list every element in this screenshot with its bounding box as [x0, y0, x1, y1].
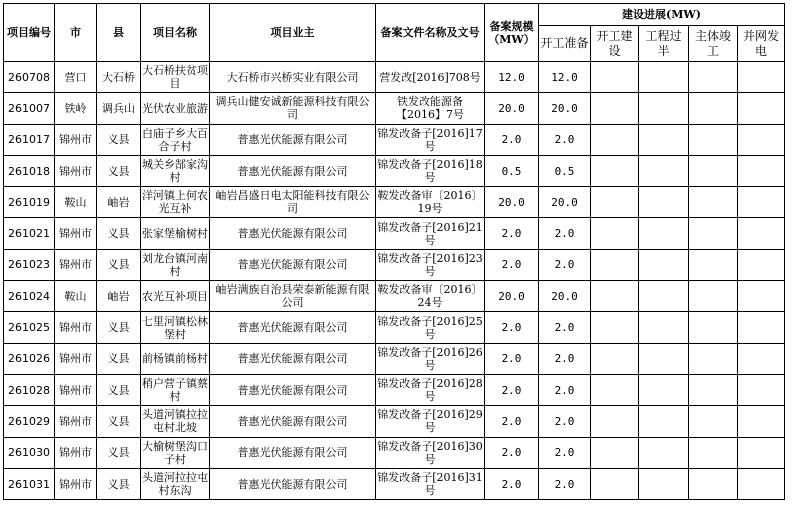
cell-progress-complete: [689, 374, 738, 405]
cell-project-name: 农光互补项目: [141, 281, 210, 312]
cell-capacity: 2.0: [485, 343, 539, 374]
cell-owner: 普惠光伏能源有限公司: [210, 249, 376, 280]
cell-progress-prep: 2.0: [539, 374, 591, 405]
cell-progress-grid: [738, 406, 785, 437]
cell-capacity: 2.0: [485, 406, 539, 437]
cell-progress-half: [639, 312, 689, 343]
cell-county: 义县: [97, 312, 141, 343]
cell-city: 鞍山: [55, 187, 97, 218]
cell-progress-half: [639, 155, 689, 186]
header-project-no: 项目编号: [4, 4, 55, 62]
cell-owner: 岫岩满族自治县荣泰新能源有限公司: [210, 281, 376, 312]
cell-city: 锦州市: [55, 249, 97, 280]
cell-progress-prep: 2.0: [539, 249, 591, 280]
cell-progress-complete: [689, 468, 738, 499]
cell-county: 岫岩: [97, 187, 141, 218]
cell-capacity: 2.0: [485, 437, 539, 468]
cell-progress-complete: [689, 281, 738, 312]
cell-progress-start: [591, 218, 639, 249]
cell-owner: 普惠光伏能源有限公司: [210, 374, 376, 405]
cell-progress-half: [639, 93, 689, 124]
cell-project-no: 261021: [4, 218, 55, 249]
cell-owner: 大石桥市兴桥实业有限公司: [210, 62, 376, 93]
cell-progress-prep: 0.5: [539, 155, 591, 186]
cell-progress-prep: 20.0: [539, 93, 591, 124]
cell-progress-start: [591, 93, 639, 124]
cell-county: 义县: [97, 374, 141, 405]
cell-project-name: 大榆树堡沟口子村: [141, 437, 210, 468]
cell-capacity: 2.0: [485, 312, 539, 343]
header-city: 市: [55, 4, 97, 62]
cell-filing-doc: 铁发改能源备【2016】7号: [376, 93, 485, 124]
cell-filing-doc: 锦发改备子[2016]26号: [376, 343, 485, 374]
cell-owner: 调兵山健安诚新能源科技有限公司: [210, 93, 376, 124]
cell-owner: 普惠光伏能源有限公司: [210, 218, 376, 249]
cell-progress-start: [591, 437, 639, 468]
cell-county: 义县: [97, 218, 141, 249]
table-row: [4, 437, 785, 468]
cell-capacity: 2.0: [485, 374, 539, 405]
cell-filing-doc: 锦发改备子[2016]31号: [376, 468, 485, 499]
cell-county: 义县: [97, 249, 141, 280]
cell-progress-grid: [738, 155, 785, 186]
cell-filing-doc: 鞍发改备审〔2016〕24号: [376, 281, 485, 312]
cell-progress-complete: [689, 187, 738, 218]
table-row: [4, 124, 785, 155]
cell-progress-grid: [738, 468, 785, 499]
cell-filing-doc: 锦发改备子[2016]25号: [376, 312, 485, 343]
cell-progress-half: [639, 124, 689, 155]
table-row: [4, 218, 785, 249]
cell-city: 营口: [55, 62, 97, 93]
header-county: 县: [97, 4, 141, 62]
cell-city: 锦州市: [55, 374, 97, 405]
cell-progress-half: [639, 437, 689, 468]
cell-county: 义县: [97, 406, 141, 437]
table-row: [4, 468, 785, 499]
cell-progress-grid: [738, 374, 785, 405]
header-filing-doc: 备案文件名称及文号: [376, 4, 485, 62]
cell-project-name: 刘龙台镇河南村: [141, 249, 210, 280]
cell-owner: 岫岩昌盛日电太阳能科技有限公司: [210, 187, 376, 218]
cell-city: 锦州市: [55, 218, 97, 249]
cell-project-no: 261026: [4, 343, 55, 374]
header-capacity: 备案规模（MW）: [485, 4, 539, 62]
table-row: [4, 343, 785, 374]
cell-progress-start: [591, 62, 639, 93]
cell-progress-half: [639, 187, 689, 218]
cell-progress-start: [591, 343, 639, 374]
cell-progress-half: [639, 62, 689, 93]
cell-project-no: 261018: [4, 155, 55, 186]
cell-progress-complete: [689, 343, 738, 374]
cell-progress-complete: [689, 124, 738, 155]
cell-capacity: 2.0: [485, 124, 539, 155]
cell-progress-grid: [738, 62, 785, 93]
cell-progress-complete: [689, 249, 738, 280]
cell-city: 锦州市: [55, 155, 97, 186]
cell-project-name: 稍户营子镇蔡村: [141, 374, 210, 405]
header-progress-half: 工程过半: [639, 26, 689, 62]
cell-county: 义县: [97, 124, 141, 155]
cell-progress-prep: 20.0: [539, 187, 591, 218]
cell-county: 义县: [97, 468, 141, 499]
table-row: [4, 93, 785, 124]
cell-progress-start: [591, 468, 639, 499]
cell-project-no: 261024: [4, 281, 55, 312]
cell-owner: 普惠光伏能源有限公司: [210, 343, 376, 374]
cell-filing-doc: 锦发改备子[2016]23号: [376, 249, 485, 280]
table-row: [4, 187, 785, 218]
cell-capacity: 0.5: [485, 155, 539, 186]
cell-project-name: 张家堡榆树村: [141, 218, 210, 249]
cell-project-name: 七里河镇松林堡村: [141, 312, 210, 343]
cell-progress-half: [639, 343, 689, 374]
cell-project-name: 洋河镇上何农光互补: [141, 187, 210, 218]
cell-progress-half: [639, 374, 689, 405]
table-row: [4, 312, 785, 343]
cell-progress-start: [591, 187, 639, 218]
project-table: [3, 3, 785, 500]
cell-progress-prep: 2.0: [539, 343, 591, 374]
cell-project-name: 前杨镇前杨村: [141, 343, 210, 374]
cell-progress-prep: 12.0: [539, 62, 591, 93]
cell-progress-half: [639, 406, 689, 437]
cell-capacity: 20.0: [485, 93, 539, 124]
cell-capacity: 2.0: [485, 218, 539, 249]
cell-filing-doc: 锦发改备子[2016]28号: [376, 374, 485, 405]
cell-filing-doc: 锦发改备子[2016]18号: [376, 155, 485, 186]
cell-progress-start: [591, 249, 639, 280]
cell-city: 锦州市: [55, 468, 97, 499]
table-body: [4, 62, 785, 500]
cell-county: 义县: [97, 437, 141, 468]
cell-progress-prep: 2.0: [539, 406, 591, 437]
cell-city: 锦州市: [55, 343, 97, 374]
cell-project-name: 白庙子乡大百合子村: [141, 124, 210, 155]
cell-progress-prep: 2.0: [539, 312, 591, 343]
cell-project-name: 头道河镇拉拉屯村北坡: [141, 406, 210, 437]
cell-project-no: 261031: [4, 468, 55, 499]
cell-progress-start: [591, 124, 639, 155]
cell-project-name: 大石桥扶贫项目: [141, 62, 210, 93]
cell-project-name: 城关乡郜家沟村: [141, 155, 210, 186]
cell-city: 铁岭: [55, 93, 97, 124]
cell-project-no: 261029: [4, 406, 55, 437]
cell-filing-doc: 锦发改备子[2016]21号: [376, 218, 485, 249]
cell-progress-start: [591, 155, 639, 186]
cell-progress-prep: 2.0: [539, 468, 591, 499]
cell-progress-complete: [689, 312, 738, 343]
cell-filing-doc: 锦发改备子[2016]29号: [376, 406, 485, 437]
cell-capacity: 2.0: [485, 249, 539, 280]
cell-project-no: 261007: [4, 93, 55, 124]
cell-progress-start: [591, 281, 639, 312]
cell-progress-start: [591, 312, 639, 343]
cell-progress-grid: [738, 312, 785, 343]
cell-progress-start: [591, 406, 639, 437]
cell-progress-grid: [738, 437, 785, 468]
cell-project-no: 261023: [4, 249, 55, 280]
cell-progress-start: [591, 374, 639, 405]
cell-city: 锦州市: [55, 406, 97, 437]
cell-progress-half: [639, 218, 689, 249]
cell-city: 鞍山: [55, 281, 97, 312]
cell-county: 大石桥: [97, 62, 141, 93]
cell-progress-complete: [689, 406, 738, 437]
header-progress-start: 开工建设: [591, 26, 639, 62]
cell-county: 调兵山: [97, 93, 141, 124]
cell-progress-prep: 2.0: [539, 437, 591, 468]
cell-project-no: 261025: [4, 312, 55, 343]
cell-filing-doc: 锦发改备子[2016]30号: [376, 437, 485, 468]
cell-progress-grid: [738, 281, 785, 312]
cell-filing-doc: 锦发改备子[2016]17号: [376, 124, 485, 155]
cell-project-no: 261019: [4, 187, 55, 218]
table-row: [4, 406, 785, 437]
table-row: [4, 281, 785, 312]
cell-progress-complete: [689, 93, 738, 124]
cell-capacity: 20.0: [485, 187, 539, 218]
cell-project-no: 261030: [4, 437, 55, 468]
table-row: [4, 155, 785, 186]
cell-capacity: 12.0: [485, 62, 539, 93]
cell-progress-grid: [738, 249, 785, 280]
cell-progress-complete: [689, 437, 738, 468]
header-owner: 项目业主: [210, 4, 376, 62]
cell-progress-complete: [689, 62, 738, 93]
cell-progress-complete: [689, 218, 738, 249]
cell-progress-half: [639, 468, 689, 499]
table-row: [4, 62, 785, 93]
cell-project-no: 261028: [4, 374, 55, 405]
cell-filing-doc: 营发改[2016]708号: [376, 62, 485, 93]
cell-progress-complete: [689, 155, 738, 186]
cell-progress-prep: 20.0: [539, 281, 591, 312]
cell-county: 岫岩: [97, 281, 141, 312]
cell-county: 义县: [97, 343, 141, 374]
cell-progress-prep: 2.0: [539, 124, 591, 155]
cell-owner: 普惠光伏能源有限公司: [210, 437, 376, 468]
cell-progress-grid: [738, 187, 785, 218]
table-row: [4, 374, 785, 405]
cell-project-no: 260708: [4, 62, 55, 93]
cell-progress-prep: 2.0: [539, 218, 591, 249]
cell-filing-doc: 鞍发改备审〔2016〕19号: [376, 187, 485, 218]
header-project-name: 项目名称: [141, 4, 210, 62]
cell-capacity: 20.0: [485, 281, 539, 312]
cell-owner: 普惠光伏能源有限公司: [210, 312, 376, 343]
cell-project-no: 261017: [4, 124, 55, 155]
cell-county: 义县: [97, 155, 141, 186]
cell-progress-grid: [738, 218, 785, 249]
cell-owner: 普惠光伏能源有限公司: [210, 468, 376, 499]
header-progress-complete: 主体竣工: [689, 26, 738, 62]
cell-project-name: 头道河拉拉屯村东沟: [141, 468, 210, 499]
cell-progress-half: [639, 249, 689, 280]
cell-city: 锦州市: [55, 312, 97, 343]
cell-progress-grid: [738, 93, 785, 124]
cell-owner: 普惠光伏能源有限公司: [210, 155, 376, 186]
header-progress-grid: 并网发电: [738, 26, 785, 62]
cell-project-name: 光伏农业旅游: [141, 93, 210, 124]
cell-city: 锦州市: [55, 437, 97, 468]
cell-capacity: 2.0: [485, 468, 539, 499]
table-row: [4, 249, 785, 280]
header-progress-prep: 开工准备: [539, 26, 591, 62]
cell-progress-grid: [738, 124, 785, 155]
cell-city: 锦州市: [55, 124, 97, 155]
cell-owner: 普惠光伏能源有限公司: [210, 124, 376, 155]
cell-progress-grid: [738, 343, 785, 374]
cell-owner: 普惠光伏能源有限公司: [210, 406, 376, 437]
header-progress-group: 建设进展(MW): [539, 4, 785, 26]
cell-progress-half: [639, 281, 689, 312]
